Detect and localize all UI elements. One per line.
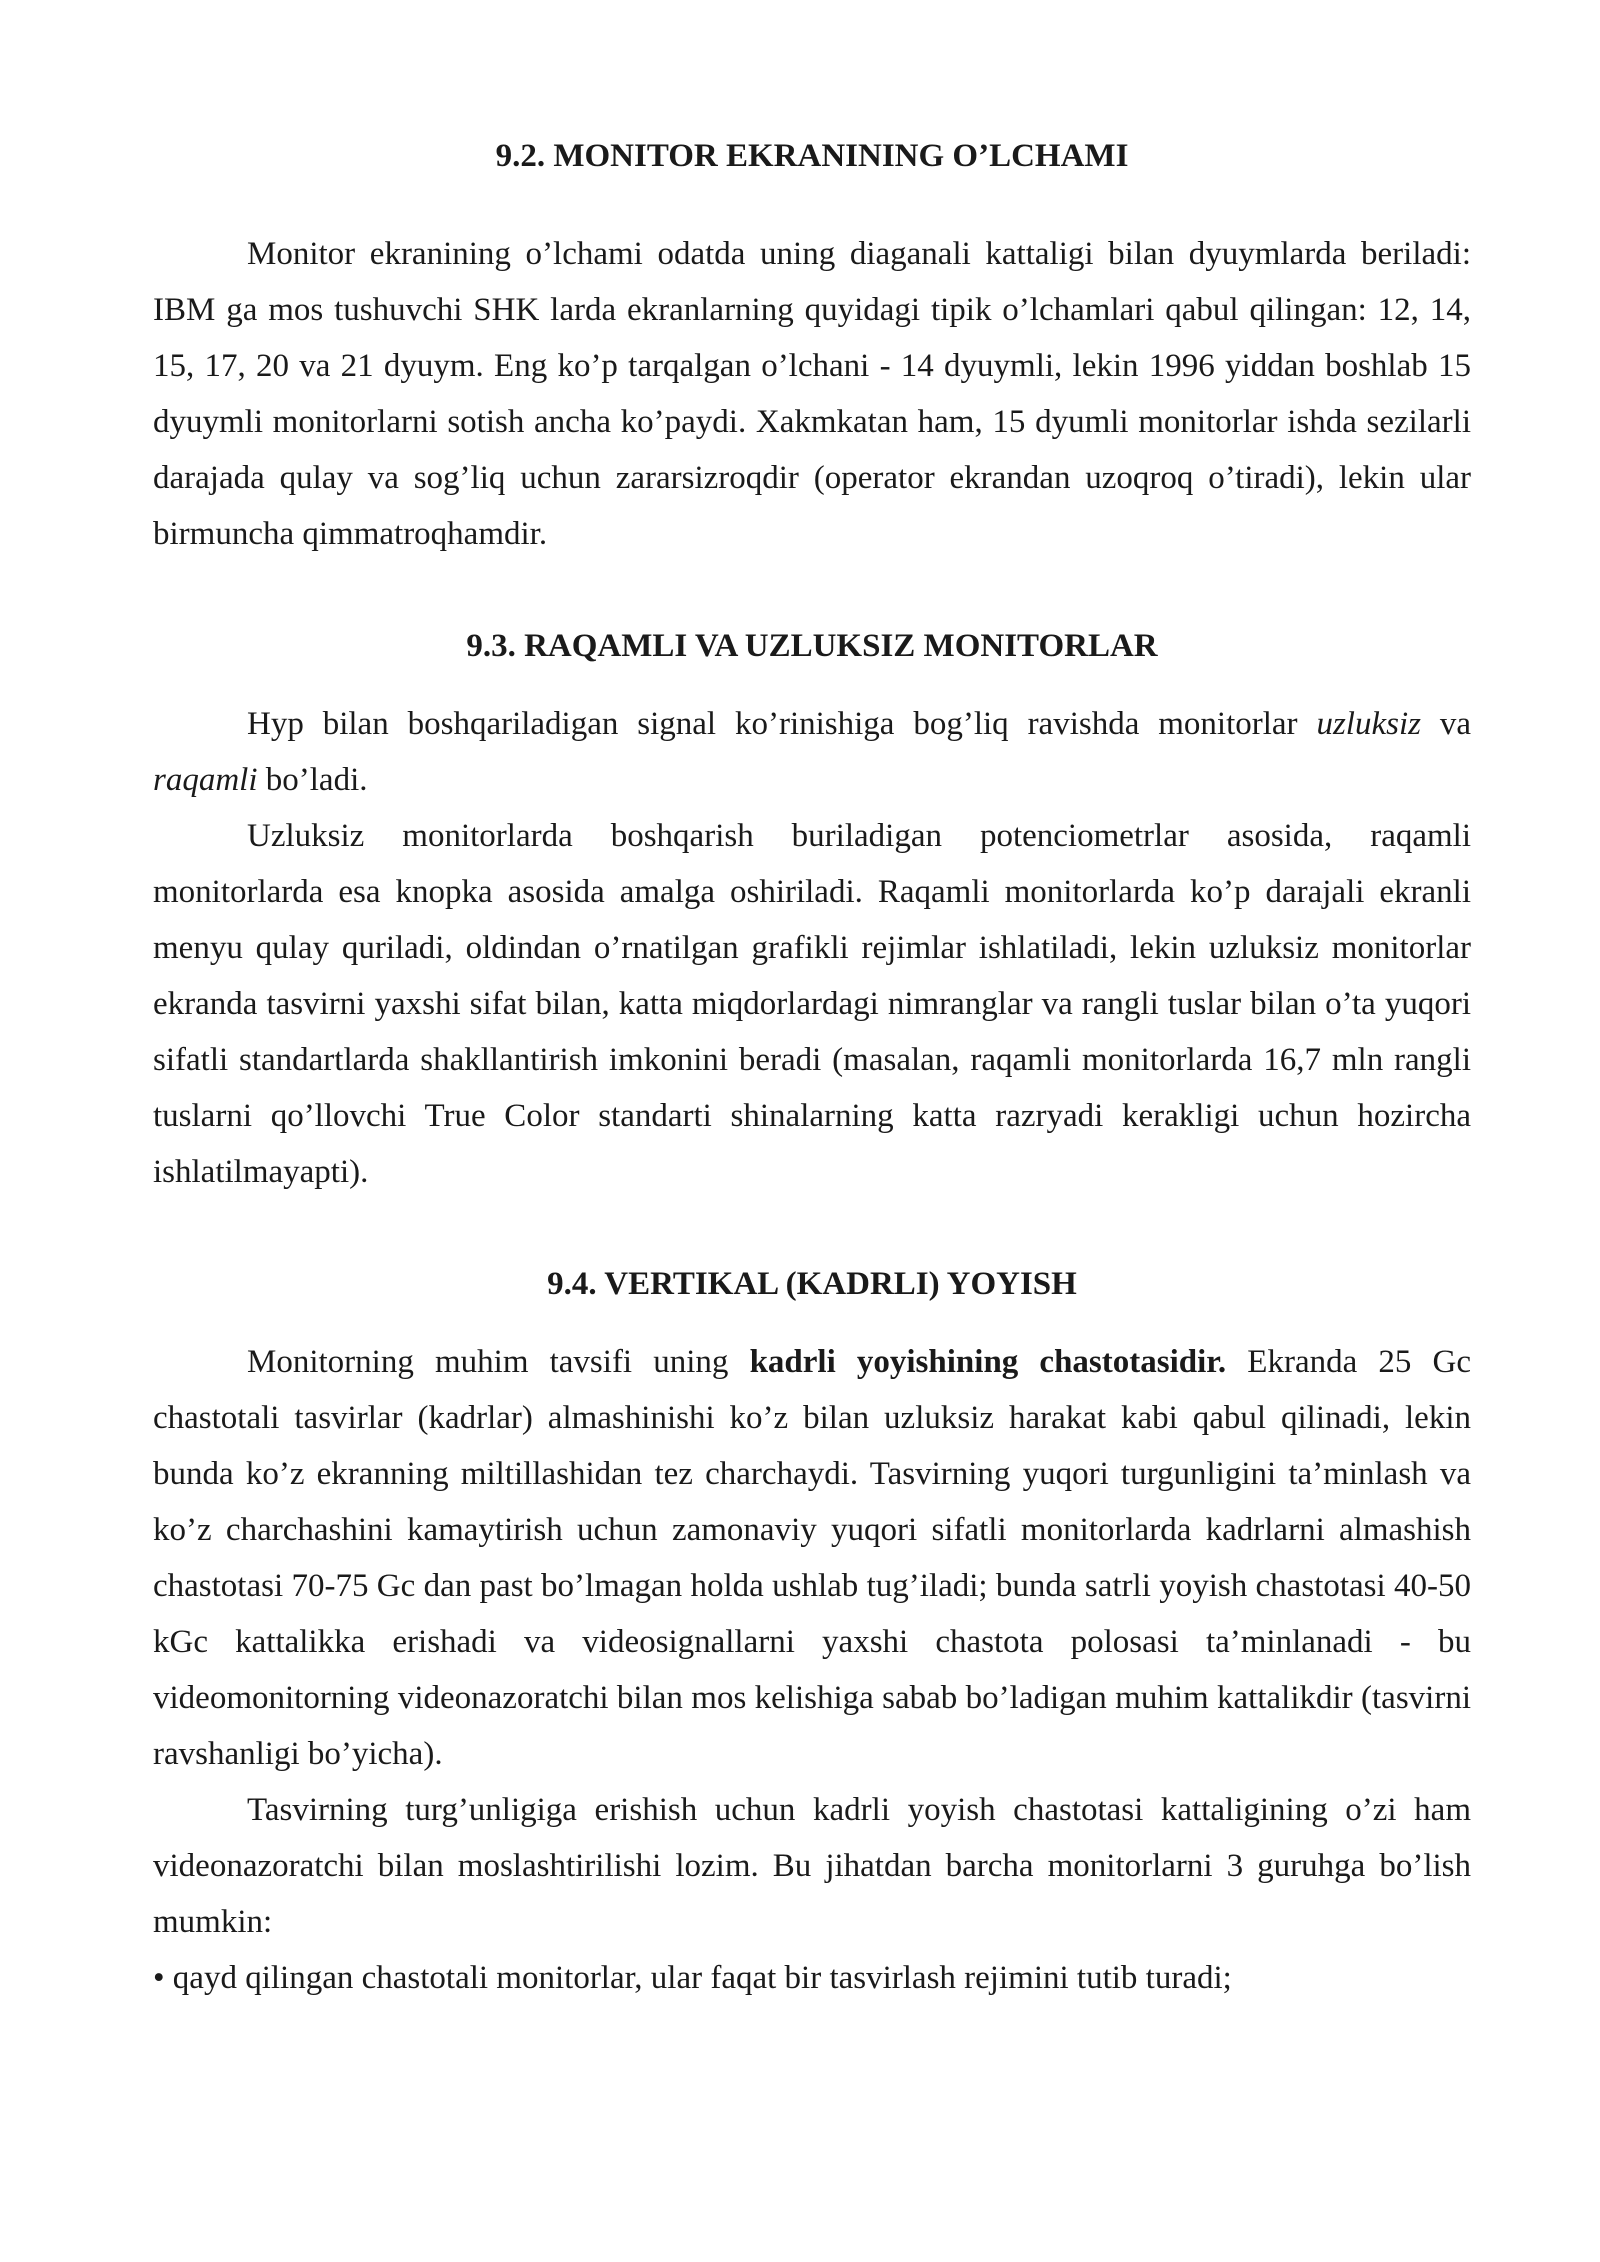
text-run: Ekranda 25 Gc chastotali tasvirlar (kadrlar) almashinishi ko’z bilan uzluksiz harakat kabi qabul qilinadi, lekin bunda ko’z ekranning miltillashidan tez charchaydi. Tasvirning yuqori turgunligini ta’minlash va ko’z charchashini kamaytirish uchun zamonaviy yuqori sifatli monitorlarda kadrlarni almashish chastotasi 70-75 Gc dan past bo’lmagan holda ushlab tug’iladi; bunda satrli yoyish chastotasi 40-50 kGc kattalikka erishadi va videosignallarni yaxshi chastota polosasi ta’minlanadi - bu videomonitorning videonazoratchi bilan mos kelishiga sabab bo’ladigan muhim kattalikdir (tasvirni ravshanligi bo’yicha). [153,1344,1472,1772]
section-heading-9-4: 9.4. VERTIKAL (KADRLI) YOYISH [547,1266,1077,1302]
text-run: va [1420,706,1471,742]
italic-term-uzluksiz: uzluksiz [1316,706,1421,742]
paragraph [153,1334,1471,1782]
bold-term: kadrli yoyishining chastotasidir. [749,1344,1227,1380]
bullet-list-item: • qayd qilingan chastotali monitorlar, ular faqat bir tasvirlash rejimini tutib turadi; [153,1960,1232,1996]
paragraph: Monitor ekranining o’lchami odatda uning diaganali kattaligi bilan dyuymlarda beriladi: IBM ga mos tushuvchi SHK larda ekranlarning quyidagi tipik o’lchamlari qabul qilingan: 12, 14, 15, 17, 20 va 21 dyuym. Eng ko’p tarqalgan o’lchani - 14 dyuymli, lekin 1996 yiddan boshlab 15 dyuymli monitorlarni sotish ancha ko’paydi. Xakmkatan ham, 15 dyumli monitorlar ishda sezilarli darajada qulay va sog’liq uchun zararsizroqdir (operator ekrandan uzoqroq o’tiradi), lekin ular birmuncha qimmatroqhamdir. [153,236,1471,552]
section-heading-9-3: 9.3. RAQAMLI VA UZLUKSIZ MONITORLAR [466,628,1158,664]
text-run: bo’ladi. [257,762,368,798]
text-run: Hyp bilan boshqariladigan signal ko’rinishiga bog’liq ravishda monitorlar [247,706,1317,742]
paragraph: Tasvirning turg’unligiga erishish uchun kadrli yoyish chastotasi kattaligining o’zi ham videonazoratchi bilan moslashtirilishi lozim. Bu jihatdan barcha monitorlarni 3 guruhga bo’lish mumkin: [153,1792,1471,1940]
document-page [153,128,1471,2006]
section-heading-9-2: 9.2. MONITOR EKRANINING O’LCHAMI [495,138,1129,174]
paragraph: Uzluksiz monitorlarda boshqarish buriladigan potenciometrlar asosida, raqamli monitorlarda esa knopka asosida amalga oshiriladi. Raqamli monitorlarda ko’p darajali ekranli menyu qulay quriladi, oldindan o’rnatilgan grafikli rejimlar ishlatiladi, lekin uzluksiz monitorlar ekranda tasvirni yaxshi sifat bilan, katta miqdorlardagi nimranglar va rangli tuslar bilan o’ta yuqori sifatli standartlarda shakllantirish imkonini beradi (masalan, raqamli monitorlarda 16,7 mln rangli tuslarni qo’llovchi True Color standarti shinalarning katta razryadi kerakligi uchun hozircha ishlatilmayapti). [153,818,1471,1190]
text-run: Monitorning muhim tavsifi uning [247,1344,750,1380]
italic-term-raqamli: raqamli [153,762,258,798]
paragraph [153,696,1471,808]
